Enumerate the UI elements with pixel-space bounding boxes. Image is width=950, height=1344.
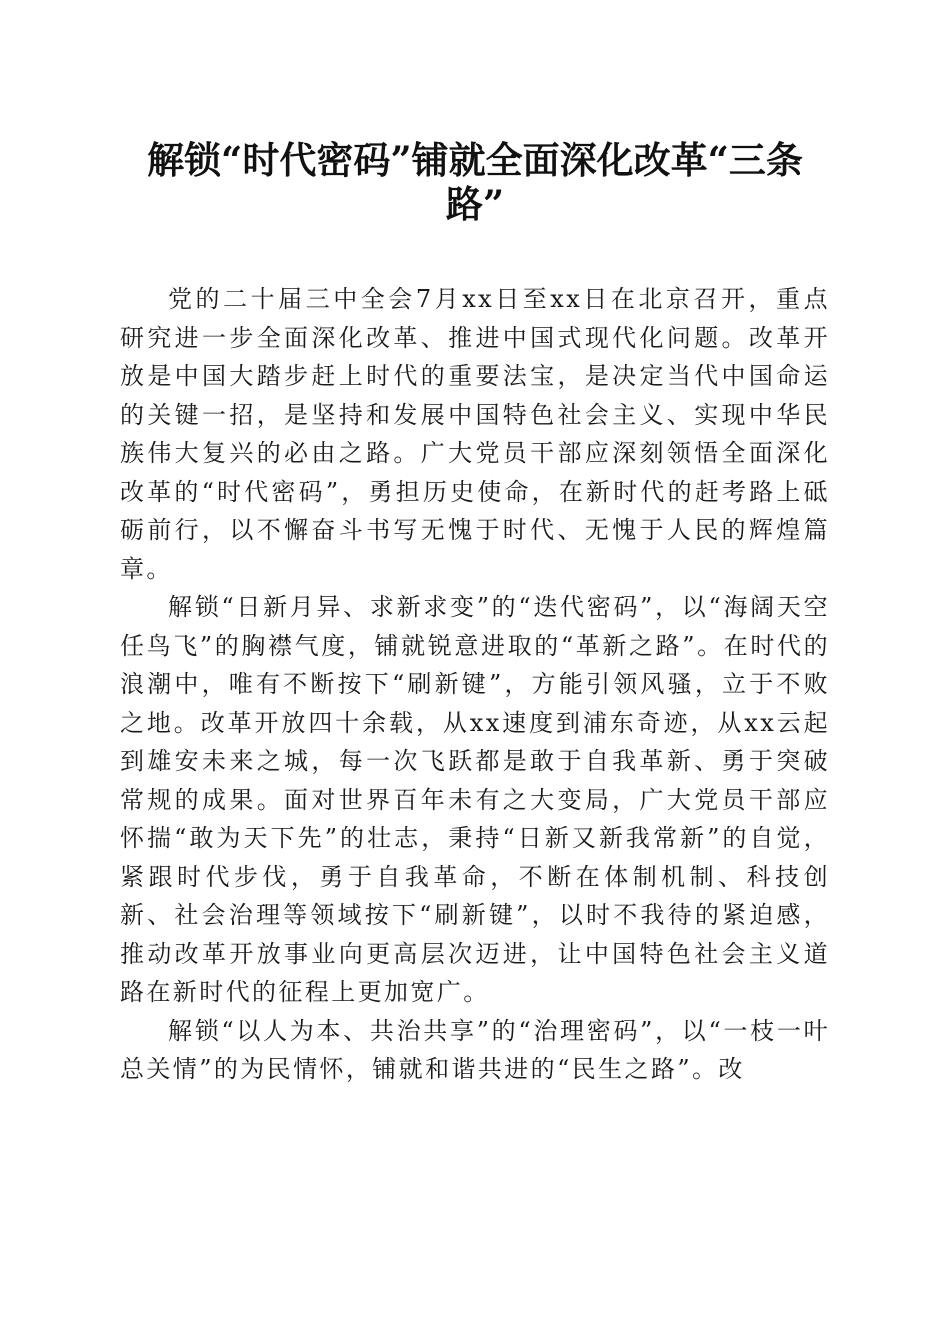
document-title: 解锁“时代密码”铺就全面深化改革“三条路” [147,138,803,226]
paragraph-2: 解锁“日新月异、求新求变”的“迭代密码”，以“海阔天空任鸟飞”的胸襟气度，铺就锐意进取的“革新之路”。在时代的浪潮中，唯有不断按下“刷新键”，方能引领风骚，立于不败之地。改革开放四十余载，从xx速度到浦东奇迹，从xx云起到雄安未来之城，每一次飞跃都是敢于自我革新、勇于突破常规的成果。面对世界百年未有之大变局，广大党员干部应怀揣“敢为天下先”的壮志，秉持“日新又新我常新”的自觉，紧跟时代步伐，勇于自我革命，不断在体制机制、科技创新、社会治理等领域按下“刷新键”，以时不我待的紧迫感，推动改革开放事业向更高层次迈进，让中国特色社会主义道路在新时代的征程上更加宽广。 [120,593,830,1006]
paragraph-3: 解锁“以人为本、共治共享”的“治理密码”，以“一枝一叶总关情”的为民情怀，铺就和谐共进的“民生之路”。改 [120,1016,830,1083]
paragraph-1: 党的二十届三中全会7月xx日至xx日在北京召开，重点研究进一步全面深化改革、推进中国式现代化问题。改革开放是中国大踏步赶上时代的重要法宝，是决定当代中国命运的关键一招，是坚持和发展中国特色社会主义、实现中华民族伟大复兴的必由之路。广大党员干部应深刻领悟全面深化改革的“时代密码”，勇担历史使命，在新时代的赶考路上砥砺前行，以不懈奋斗书写无愧于时代、无愧于人民的辉煌篇章。 [120,285,830,583]
document-body [120,280,830,1089]
